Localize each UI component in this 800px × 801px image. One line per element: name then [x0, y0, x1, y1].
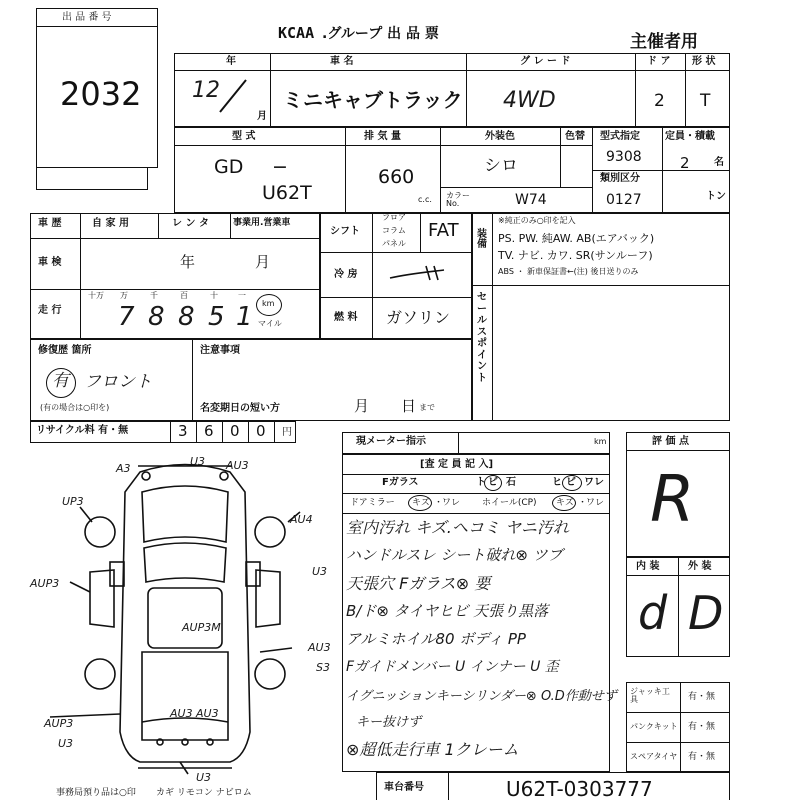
year-value: 12 [192, 78, 220, 103]
grade-value: 4WD [503, 88, 556, 113]
exterior-grade: D [688, 586, 724, 640]
history-rental: レ ン タ [172, 218, 209, 229]
overall-grade: R [650, 463, 695, 537]
lot-number: 2032 [60, 75, 142, 113]
comment-line-5: アルミホイル80 ボディ PP [346, 630, 526, 648]
shape-value: T [700, 91, 711, 111]
mileage-digit-2: 8 [148, 302, 165, 332]
equipment-line-2: TV. ナビ. カワ. SR(サンルーフ) [498, 249, 653, 262]
model-value-2: U62T [262, 182, 312, 204]
equipment-line-3: ABS ・ 新車保証書←(注) 後日送りのみ [498, 267, 639, 276]
comment-line-8: キー抜けず [356, 715, 422, 730]
mileage-digit-1: 7 [118, 302, 135, 332]
history-private: 自 家 用 [92, 218, 129, 229]
form-title: .グループ 出 品 票 [322, 26, 439, 42]
interior-grade: d [638, 586, 668, 640]
comment-line-1: 室内汚れ キズ.ヘコミ ヤニ汚れ [346, 518, 569, 537]
comment-line-2: ハンドルスレ シート破れ⊗ ツブ [346, 546, 563, 564]
repair-location: フロント [84, 372, 152, 392]
comment-line-6: Fガイドメンバー U インナー U 歪 [346, 659, 559, 675]
shift-value: FAT [428, 220, 459, 241]
type-designation: 9308 [606, 149, 642, 165]
lot-label: 出 品 番 号 [62, 12, 112, 23]
history-commercial: 事業用.営業車 [233, 218, 291, 228]
comment-line-3: 天張穴 Fガラス⊗ 要 [346, 574, 491, 593]
ac-mark [388, 262, 448, 286]
mileage-digit-5: 1 [236, 302, 253, 332]
capacity-value: 2 [680, 154, 690, 172]
color-code: W74 [515, 192, 547, 208]
comment-line-4: B/ド⊗ タイヤヒビ 天張り黒落 [346, 602, 549, 620]
displacement-value: 660 [378, 166, 415, 188]
equipment-line-1: PS. PW. 純AW. AB(エアバック) [498, 232, 655, 245]
fuel-value: ガソリン [386, 308, 451, 327]
comment-line-7: イグニッションキーシリンダー⊗ O.D作動せず [346, 689, 617, 704]
brand-logo: KCAA [278, 24, 315, 42]
mileage-digit-3: 8 [178, 302, 195, 332]
model-value-1: GD [214, 156, 244, 178]
doors-value: 2 [654, 91, 665, 111]
organizer-label: 主催者用 [630, 32, 698, 52]
mileage-digit-4: 5 [208, 302, 225, 332]
comment-line-9: ⊗超低走行車 1クレーム [346, 740, 519, 759]
chassis-number: U62T-0303777 [506, 777, 653, 801]
class-code: 0127 [606, 192, 642, 208]
color-value: シロ [484, 156, 518, 176]
vehicle-name: ミニキャブトラック [283, 88, 463, 112]
